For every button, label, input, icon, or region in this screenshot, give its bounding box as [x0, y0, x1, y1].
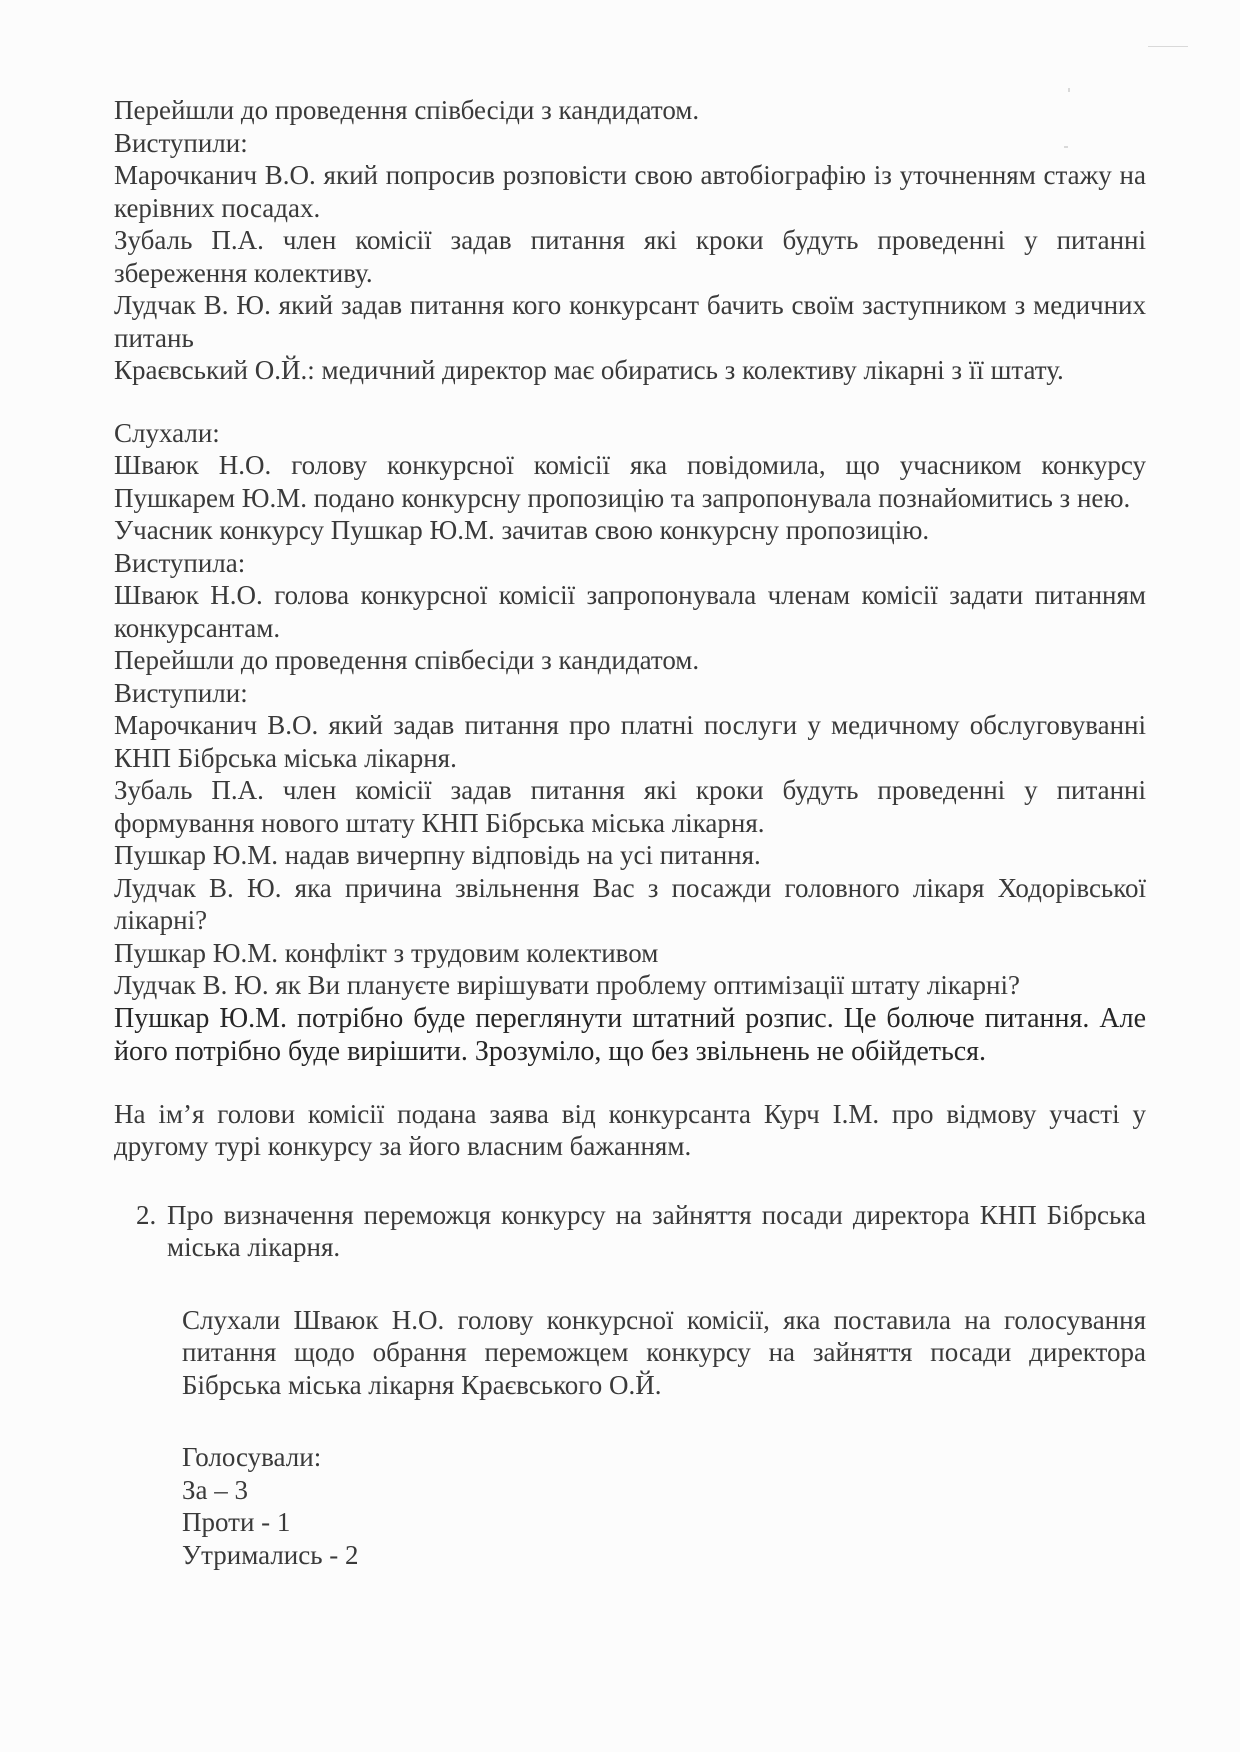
vote-for: За – 3: [182, 1474, 249, 1505]
scan-speck: [1148, 46, 1188, 47]
agenda-item-text: Про визначення переможця конкурсу на зайняття посади директора КНП Бібрська міська лікарня.: [167, 1199, 1146, 1262]
paragraph: Пушкар Ю.М. надав вичерпну відповідь на усі питання.: [114, 840, 761, 870]
paragraph: Перейшли до проведення співбесіди з кандидатом.: [114, 95, 700, 125]
paragraph: Виступили:: [114, 127, 248, 158]
agenda-item-number: 2.: [136, 1199, 157, 1230]
paragraph: Краєвський О.Й.: медичний директор має обиратись з колективу лікарні з її штату.: [114, 355, 1064, 385]
heard-paragraph: Слухали Шваюк Н.О. голову конкурсної комісії, яка поставила на голосування питання щодо обрання переможцем конкурсу на зайняття посади директора Бібрська міська лікарня Краєвського О.Й.: [182, 1304, 1146, 1400]
paragraph: Шваюк Н.О. голова конкурсної комісії запропонувала членам комісії задати питанням конкурсантам.: [114, 580, 1146, 643]
agenda-item-2: [136, 1199, 1146, 1264]
paragraph: Виступили:: [114, 677, 248, 708]
paragraph: Перейшли до проведення співбесіди з кандидатом.: [114, 645, 700, 675]
paragraph: Слухали:: [114, 417, 220, 448]
paragraph: Зубаль П.А. член комісії задав питання які кроки будуть проведенні у питанні формування нового штату КНП Бібрська міська лікарня.: [114, 775, 1146, 838]
paragraph: Лудчак В. Ю. який задав питання кого конкурсант бачить своїм заступником з медичних питань: [114, 290, 1146, 353]
paragraph: Марочканич В.О. який попросив розповісти свою автобіографію із уточненням стажу на керівних посадах.: [114, 160, 1146, 223]
paragraph: Пушкар Ю.М. потрібно буде переглянути штатний розпис. Це болюче питання. Але його потрібно буде вирішити. Зрозуміло, що без звільнень не обійдеться.: [114, 1002, 1146, 1067]
vote-abstained: Утримались - 2: [182, 1539, 359, 1570]
paragraph: Шваюк Н.О. голову конкурсної комісії яка повідомила, що учасником конкурсу Пушкарем Ю.М. подано конкурсну пропозицію та запропонувала познайомитись з нею.: [114, 450, 1146, 513]
document-body: [114, 94, 1146, 1571]
vote-against: Проти - 1: [182, 1507, 291, 1537]
withdrawal-note: На ім’я голови комісії подана заява від конкурсанта Курч І.М. про відмову участі у другому турі конкурсу за його власним бажанням.: [114, 1098, 1146, 1161]
paragraph: Марочканич В.О. який задав питання про платні послуги у медичному обслуговуванні КНП Бібрська міська лікарня.: [114, 710, 1146, 773]
paragraph: Виступила:: [114, 547, 246, 578]
paragraph: Учасник конкурсу Пушкар Ю.М. зачитав свою конкурсну пропозицію.: [114, 515, 930, 545]
paragraph: Лудчак В. Ю. як Ви плануєте вирішувати проблему оптимізації штату лікарні?: [114, 970, 1020, 1000]
paragraph: Лудчак В. Ю. яка причина звільнення Вас з посажди головного лікаря Ходорівської лікарні?: [114, 872, 1146, 935]
paragraph: Зубаль П.А. член комісії задав питання які кроки будуть проведенні у питанні збереження колективу.: [114, 225, 1146, 288]
vote-heading: Голосували:: [182, 1442, 322, 1472]
paragraph: Пушкар Ю.М. конфлікт з трудовим колективом: [114, 937, 659, 968]
scan-speck: [1068, 88, 1070, 92]
